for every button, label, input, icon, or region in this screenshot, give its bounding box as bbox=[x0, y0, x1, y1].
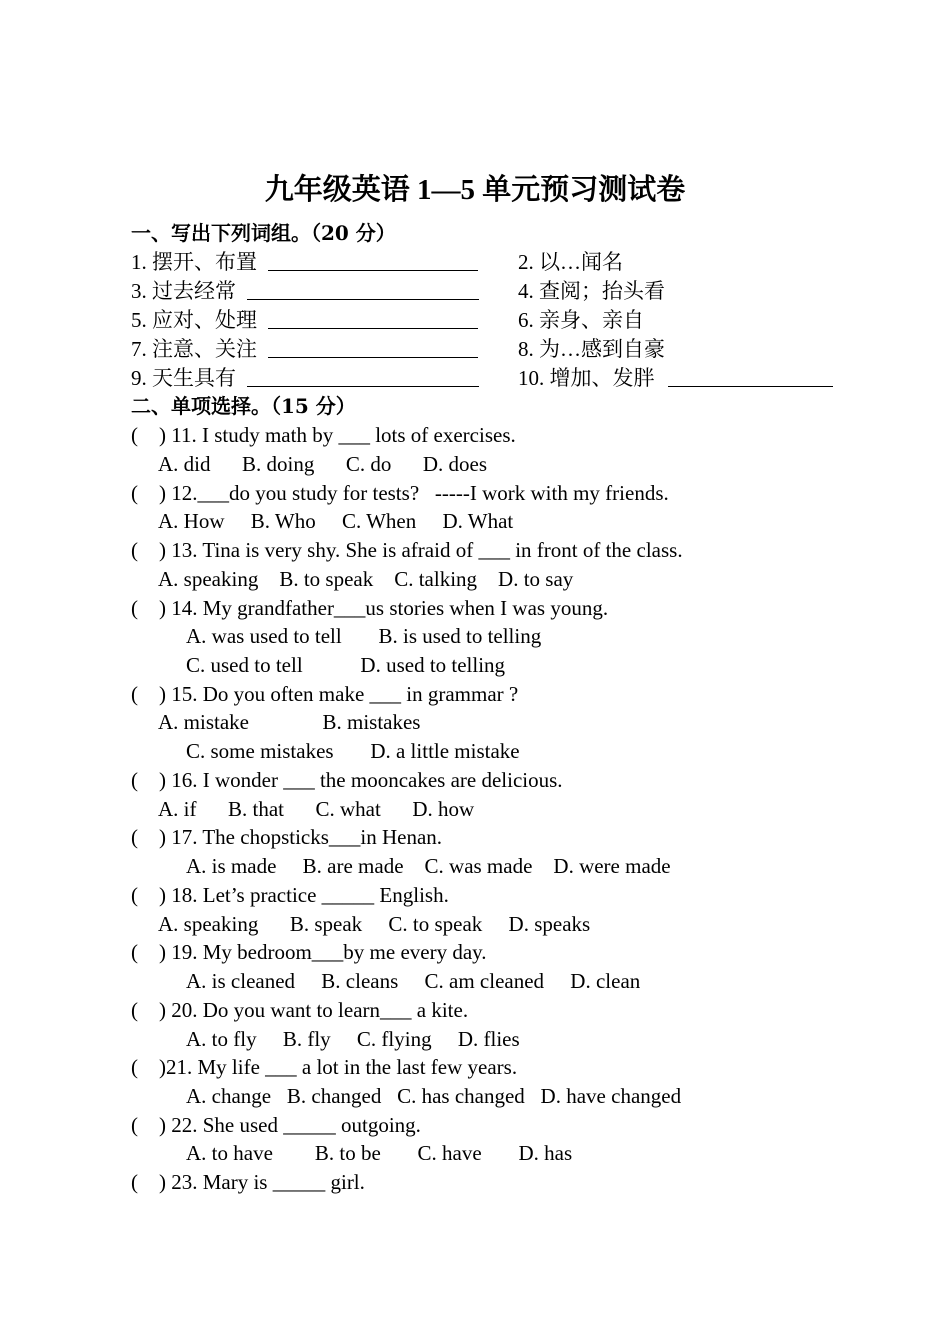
vocab-item-label: 8. 为…感到自豪 bbox=[518, 337, 665, 361]
question-19: ( ) 19. My bedroom___by me every day. bbox=[131, 940, 487, 964]
question-22: ( ) 22. She used _____ outgoing. bbox=[131, 1113, 421, 1137]
question-23: ( ) 23. Mary is _____ girl. bbox=[131, 1170, 365, 1194]
options-20: A. to fly B. fly C. flying D. flies bbox=[186, 1027, 520, 1051]
options-11: A. did B. doing C. do D. does bbox=[158, 452, 488, 476]
options-12: A. How B. Who C. When D. What bbox=[158, 509, 514, 533]
options-21: A. change B. changed C. has changed D. have changed bbox=[186, 1084, 682, 1108]
options-14-cd: C. used to tell D. used to telling bbox=[186, 653, 506, 677]
answer-blank[interactable] bbox=[268, 306, 478, 329]
vocab-item-10 bbox=[518, 364, 833, 393]
options-16: A. if B. that C. what D. how bbox=[158, 797, 475, 821]
vocab-item-label: 6. 亲身、亲自 bbox=[518, 308, 644, 332]
question-17: ( ) 17. The chopsticks___in Henan. bbox=[131, 825, 443, 849]
question-18: ( ) 18. Let’s practice _____ English. bbox=[131, 883, 449, 907]
question-13: ( ) 13. Tina is very shy. She is afraid of ___ in front of the class. bbox=[131, 538, 683, 562]
vocab-item-7 bbox=[131, 335, 478, 364]
vocab-item-8 bbox=[518, 335, 665, 364]
vocab-item-5 bbox=[131, 306, 478, 335]
vocab-item-label: 3. 过去经常 bbox=[131, 279, 236, 303]
vocab-item-label: 7. 注意、关注 bbox=[131, 337, 257, 361]
vocab-item-label: 9. 天生具有 bbox=[131, 366, 236, 390]
options-22: A. to have B. to be C. have D. has bbox=[186, 1141, 573, 1165]
vocab-item-label: 5. 应对、处理 bbox=[131, 308, 257, 332]
options-13: A. speaking B. to speak C. talking D. to say bbox=[158, 567, 574, 591]
section-2-heading: 二、单项选择。（15 分） bbox=[131, 394, 356, 418]
answer-blank[interactable] bbox=[668, 364, 833, 387]
question-20: ( ) 20. Do you want to learn___ a kite. bbox=[131, 998, 469, 1022]
vocab-item-2 bbox=[518, 248, 623, 277]
answer-blank[interactable] bbox=[247, 364, 479, 387]
options-15-ab: A. mistake B. mistakes bbox=[158, 710, 421, 734]
answer-blank[interactable] bbox=[268, 335, 478, 358]
vocab-item-label: 4. 查阅；抬头看 bbox=[518, 279, 665, 303]
question-14: ( ) 14. My grandfather___us stories when I was young. bbox=[131, 596, 609, 620]
question-12: ( ) 12.___do you study for tests? -----I work with my friends. bbox=[131, 481, 669, 505]
answer-blank[interactable] bbox=[247, 277, 479, 300]
options-19: A. is cleaned B. cleans C. am cleaned D. clean bbox=[186, 969, 641, 993]
vocab-item-6 bbox=[518, 306, 644, 335]
vocab-item-label: 1. 摆开、布置 bbox=[131, 250, 257, 274]
vocab-item-4 bbox=[518, 277, 665, 306]
section-1-heading: 一、写出下列词组。（20 分） bbox=[131, 221, 396, 245]
vocab-item-9 bbox=[131, 364, 479, 393]
vocab-item-label: 2. 以…闻名 bbox=[518, 250, 623, 274]
page-title: 九年级英语 1—5 单元预习测试卷 bbox=[264, 174, 686, 206]
question-15: ( ) 15. Do you often make ___ in grammar ? bbox=[131, 682, 519, 706]
answer-blank[interactable] bbox=[268, 248, 478, 271]
question-21: ( )21. My life ___ a lot in the last few years. bbox=[131, 1055, 518, 1079]
vocab-item-1 bbox=[131, 248, 478, 277]
options-18: A. speaking B. speak C. to speak D. speaks bbox=[158, 912, 591, 936]
question-11: ( ) 11. I study math by ___ lots of exercises. bbox=[131, 423, 516, 447]
options-14-ab: A. was used to tell B. is used to telling bbox=[186, 624, 542, 648]
vocab-item-3 bbox=[131, 277, 479, 306]
question-16: ( ) 16. I wonder ___ the mooncakes are delicious. bbox=[131, 768, 563, 792]
vocab-item-label: 10. 增加、发胖 bbox=[518, 366, 655, 390]
options-15-cd: C. some mistakes D. a little mistake bbox=[186, 739, 520, 763]
options-17: A. is made B. are made C. was made D. were made bbox=[186, 854, 671, 878]
